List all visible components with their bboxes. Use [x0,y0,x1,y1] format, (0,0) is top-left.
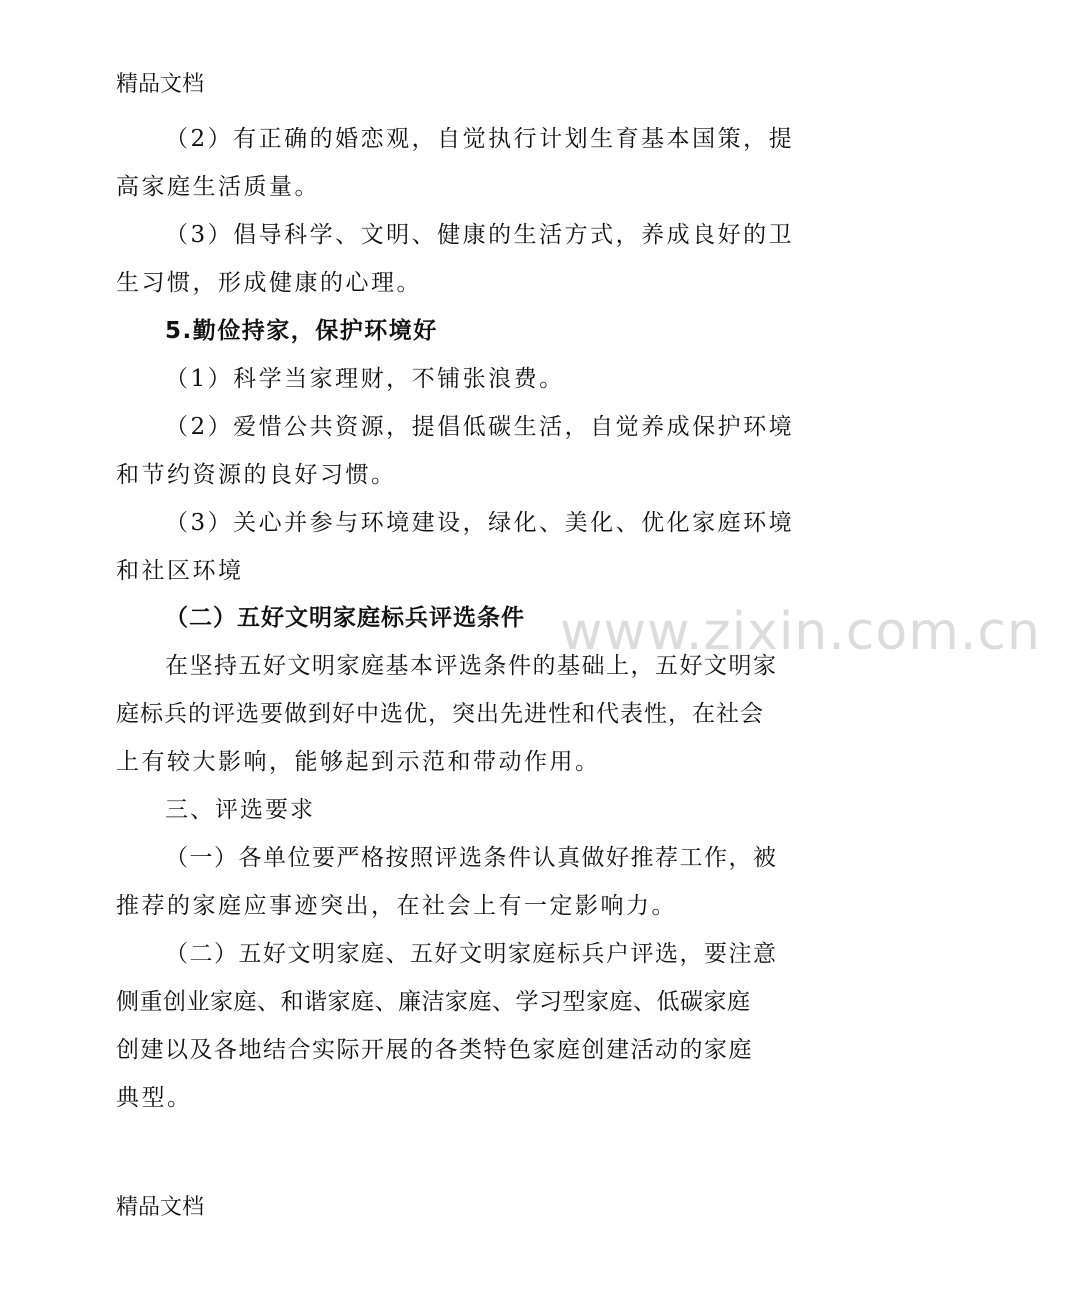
section-heading: 5.勤俭持家，保护环境好 [165,318,438,344]
paragraph-line: 生习惯，形成健康的心理。 [116,270,422,296]
paragraph-line: 在坚持五好文明家庭基本评选条件的基础上，五好文明家 [165,653,778,679]
paragraph-line: （二）五好文明家庭、五好文明家庭标兵户评选，要注意 [165,941,778,967]
paragraph-line: 高家庭生活质量。 [116,174,320,200]
paragraph-line: 侧重创业家庭、和谐家庭、廉洁家庭、学习型家庭、低碳家庭 [116,989,751,1015]
page-header: 精品文档 [116,72,205,97]
watermark: www.zixin.com.cn [560,602,1041,662]
section-heading: 三、评选要求 [165,797,315,823]
paragraph-line: 上有较大影响，能够起到示范和带动作用。 [116,749,601,775]
paragraph-line: （一）各单位要严格按照评选条件认真做好推荐工作，被 [165,845,778,871]
paragraph-line: （3）倡导科学、文明、健康的生活方式，养成良好的卫 [165,222,795,248]
paragraph-line: （2）有正确的婚恋观，自觉执行计划生育基本国策，提 [165,126,795,152]
paragraph-line: （3）关心并参与环境建设，绿化、美化、优化家庭环境 [165,510,795,536]
paragraph-line: 推荐的家庭应事迹突出，在社会上有一定影响力。 [116,893,677,919]
paragraph-line: 和社区环境 [116,558,244,584]
paragraph-line: 庭标兵的评选要做到好中选优，突出先进性和代表性，在社会 [116,701,764,727]
paragraph-line: 典型。 [116,1085,193,1111]
paragraph-line: （2）爱惜公共资源，提倡低碳生活，自觉养成保护环境 [165,414,795,440]
paragraph-line: 和节约资源的良好习惯。 [116,462,397,488]
paragraph-line: 创建以及各地结合实际开展的各类特色家庭创建活动的家庭 [116,1037,753,1063]
page-footer: 精品文档 [116,1195,205,1220]
section-heading: （二）五好文明家庭标兵评选条件 [165,605,525,631]
paragraph-line: （1）科学当家理财，不铺张浪费。 [165,366,565,392]
